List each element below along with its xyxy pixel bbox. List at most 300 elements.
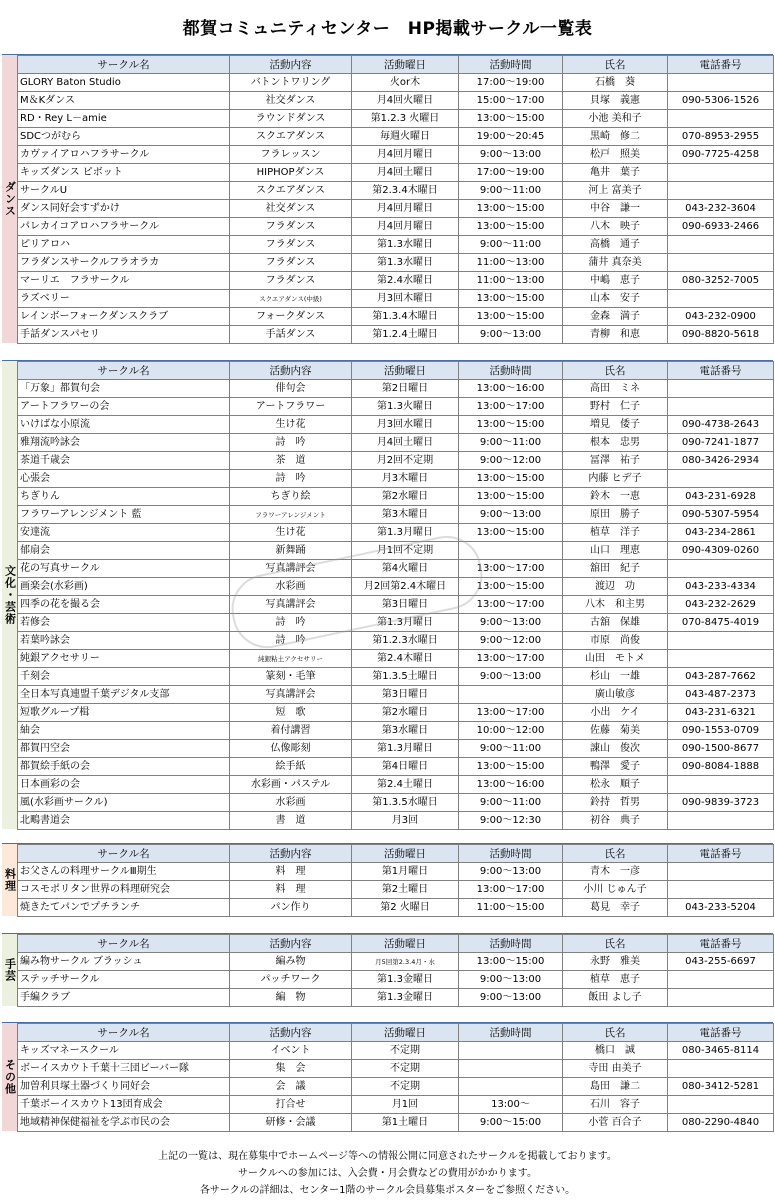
table-row (18, 488, 774, 506)
cell-activity: 俳句会 (230, 380, 352, 398)
header-activity: 活動内容 (230, 935, 352, 953)
cell-activity: 詩 吟 (230, 434, 352, 452)
cell-time (459, 686, 563, 704)
cell-time: 9:00～13:00 (459, 326, 563, 344)
cell-circle-name: 手話ダンスパセリ (18, 326, 230, 344)
cell-day: 月3回木曜日 (352, 290, 459, 308)
cell-day: 第1.3金曜日 (352, 971, 459, 989)
cell-activity: スクエアダンス (230, 128, 352, 146)
cell-contact-name: 野村 仁子 (563, 398, 668, 416)
cell-day: 月4回火曜日 (352, 92, 459, 110)
header-contact-name: 氏名 (563, 935, 668, 953)
cell-phone: 090-5306-1526 (668, 92, 774, 110)
table-row (18, 989, 774, 1007)
cell-contact-name: 八木 映子 (563, 218, 668, 236)
table-row (18, 128, 774, 146)
table-row (18, 416, 774, 434)
cell-activity: 生け花 (230, 524, 352, 542)
cell-contact-name: 亀井 葉子 (563, 164, 668, 182)
cell-circle-name: 地域精神保健福祉を学ぶ市民の会 (18, 1114, 230, 1132)
cell-time: 9:00～13:00 (459, 146, 563, 164)
cell-phone: 080-3412-5281 (668, 1078, 774, 1096)
cell-circle-name: 手編クラブ (18, 989, 230, 1007)
table-row (18, 881, 774, 899)
cell-phone: 043-234-2861 (668, 524, 774, 542)
cell-phone: 043-287-7662 (668, 668, 774, 686)
table-row (18, 863, 774, 881)
cell-circle-name: サークルU (18, 182, 230, 200)
section-other (2, 1022, 773, 1131)
cell-phone: 043-487-2373 (668, 686, 774, 704)
cell-time: 19:00～20:45 (459, 128, 563, 146)
cell-time: 13:00～15:00 (459, 200, 563, 218)
cell-activity: 茶 道 (230, 452, 352, 470)
cell-phone: 090-8084-1888 (668, 758, 774, 776)
table-row (18, 899, 774, 917)
table-row (18, 398, 774, 416)
cell-contact-name: 寺田 由美子 (563, 1060, 668, 1078)
cell-activity: 手話ダンス (230, 326, 352, 344)
cell-circle-name: 若葉吟詠会 (18, 632, 230, 650)
header-contact-name: 氏名 (563, 1024, 668, 1042)
category-text: その他 (3, 1059, 17, 1095)
cell-phone: 090-6933-2466 (668, 218, 774, 236)
header-phone: 電話番号 (668, 935, 774, 953)
cell-contact-name: 舘田 紀子 (563, 560, 668, 578)
cell-activity: 水彩画 (230, 578, 352, 596)
table-row (18, 74, 774, 92)
cell-time: 9:00～13:00 (459, 863, 563, 881)
cell-activity: 社交ダンス (230, 92, 352, 110)
cell-circle-name: SDCつがむら (18, 128, 230, 146)
circle-table (17, 1023, 774, 1132)
cell-day: 不定期 (352, 1042, 459, 1060)
table-row (18, 668, 774, 686)
cell-circle-name: キッズマネースクール (18, 1042, 230, 1060)
cell-circle-name: 心張会 (18, 470, 230, 488)
table-row (18, 434, 774, 452)
cell-activity: 研修・会議 (230, 1114, 352, 1132)
cell-phone: 043-232-2629 (668, 596, 774, 614)
cell-activity: 篆刻・毛筆 (230, 668, 352, 686)
table-row (18, 1096, 774, 1114)
cell-circle-name: 千刻会 (18, 668, 230, 686)
header-phone: 電話番号 (668, 362, 774, 380)
cell-phone: 090-4309-0260 (668, 542, 774, 560)
cell-contact-name: 鈴持 哲男 (563, 794, 668, 812)
cell-circle-name: 風(水彩画サークル) (18, 794, 230, 812)
table-row (18, 740, 774, 758)
cell-time: 17:00～19:00 (459, 74, 563, 92)
cell-activity: ラウンドダンス (230, 110, 352, 128)
cell-phone: 090-8820-5618 (668, 326, 774, 344)
cell-contact-name: 高橋 通子 (563, 236, 668, 254)
cell-contact-name: 石川 容子 (563, 1096, 668, 1114)
cell-activity: 水彩画 (230, 794, 352, 812)
table-row (18, 164, 774, 182)
cell-contact-name: 河上 富美子 (563, 182, 668, 200)
cell-activity: 写真講評会 (230, 686, 352, 704)
table-row (18, 92, 774, 110)
cell-circle-name: 安達流 (18, 524, 230, 542)
cell-contact-name: 小池 美和子 (563, 110, 668, 128)
cell-time (459, 1078, 563, 1096)
cell-activity: パッチワーク (230, 971, 352, 989)
category-label (2, 55, 17, 343)
cell-phone (668, 650, 774, 668)
cell-circle-name: ボーイスカウト千葉十三団ビーバー隊 (18, 1060, 230, 1078)
header-time: 活動時間 (459, 362, 563, 380)
section-cooking (2, 843, 773, 916)
cell-activity: 詩 吟 (230, 470, 352, 488)
cell-circle-name: カヴァイアロハフラサークル (18, 146, 230, 164)
header-activity: 活動内容 (230, 56, 352, 74)
cell-phone (668, 236, 774, 254)
cell-contact-name: 市原 尚俊 (563, 632, 668, 650)
cell-circle-name: 全日本写真連盟千葉デジタル支部 (18, 686, 230, 704)
cell-phone (668, 182, 774, 200)
header-activity: 活動内容 (230, 362, 352, 380)
cell-circle-name: お父さんの料理サークルⅢ期生 (18, 863, 230, 881)
cell-activity: 短 歌 (230, 704, 352, 722)
cell-time: 9:00～13:00 (459, 614, 563, 632)
table-row (18, 218, 774, 236)
cell-activity: ちぎり絵 (230, 488, 352, 506)
cell-phone (668, 290, 774, 308)
cell-day: 月1回 (352, 1096, 459, 1114)
cell-time: 11:00～13:00 (459, 254, 563, 272)
footer-line: サークルへの参加には、入会費・月会費などの費用がかかります。 (238, 1168, 537, 1179)
cell-contact-name: 佐藤 菊美 (563, 722, 668, 740)
cell-contact-name: 原田 勝子 (563, 506, 668, 524)
cell-phone: 043-232-3604 (668, 200, 774, 218)
cell-activity: イベント (230, 1042, 352, 1060)
cell-contact-name: 橋口 誠 (563, 1042, 668, 1060)
table-row (18, 1060, 774, 1078)
cell-time (459, 1060, 563, 1078)
cell-activity: フラワーアレンジメント (230, 506, 352, 524)
cell-activity: 水彩画・パステル (230, 776, 352, 794)
cell-phone: 070-8953-2955 (668, 128, 774, 146)
cell-circle-name: いけばな小原流 (18, 416, 230, 434)
cell-circle-name: 日本画彩の会 (18, 776, 230, 794)
cell-circle-name: アートフラワーの会 (18, 398, 230, 416)
cell-time: 11:00～13:00 (459, 272, 563, 290)
cell-contact-name: 植草 恵子 (563, 971, 668, 989)
cell-day: 月3回水曜日 (352, 416, 459, 434)
cell-day: 第3日曜日 (352, 596, 459, 614)
cell-circle-name: 画楽会(水彩画) (18, 578, 230, 596)
cell-contact-name: 金森 満子 (563, 308, 668, 326)
cell-circle-name: 「万象」都賀句会 (18, 380, 230, 398)
cell-circle-name: レインボーフォークダンスクラブ (18, 308, 230, 326)
cell-contact-name: 根本 忠男 (563, 434, 668, 452)
cell-phone: 090-7241-1877 (668, 434, 774, 452)
cell-day: 不定期 (352, 1060, 459, 1078)
page-title: 都賀コミュニティセンター HP掲載サークル一覧表 (182, 19, 593, 39)
cell-activity: フラダンス (230, 218, 352, 236)
cell-contact-name: 鈴木 一恵 (563, 488, 668, 506)
table-row (18, 758, 774, 776)
header-contact-name: 氏名 (563, 362, 668, 380)
cell-circle-name: ラズベリー (18, 290, 230, 308)
cell-activity: 写真講評会 (230, 560, 352, 578)
cell-day: 第2日曜日 (352, 380, 459, 398)
header-day: 活動曜日 (352, 1024, 459, 1042)
cell-time: 15:00～17:00 (459, 92, 563, 110)
cell-contact-name: 小川 じゅん子 (563, 881, 668, 899)
cell-time: 9:00～12:30 (459, 812, 563, 830)
cell-contact-name: 貝塚 義憲 (563, 92, 668, 110)
cell-contact-name: 飯田 よし子 (563, 989, 668, 1007)
cell-time: 13:00～17:00 (459, 704, 563, 722)
cell-phone: 090-7725-4258 (668, 146, 774, 164)
cell-contact-name: 山田 モトメ (563, 650, 668, 668)
cell-activity: 編 物 (230, 989, 352, 1007)
cell-time: 13:00～17:00 (459, 881, 563, 899)
table-row (18, 290, 774, 308)
cell-day: 第2土曜日 (352, 881, 459, 899)
cell-activity: フラダンス (230, 272, 352, 290)
cell-day: 第1.3.5水曜日 (352, 794, 459, 812)
cell-circle-name: 都賀絵手紙の会 (18, 758, 230, 776)
cell-contact-name: 増見 倭子 (563, 416, 668, 434)
cell-phone (668, 254, 774, 272)
cell-activity: フォークダンス (230, 308, 352, 326)
cell-day: 月1回不定期 (352, 542, 459, 560)
header-day: 活動曜日 (352, 56, 459, 74)
header-day: 活動曜日 (352, 362, 459, 380)
cell-time: 13:00～15:00 (459, 488, 563, 506)
header-day: 活動曜日 (352, 845, 459, 863)
cell-time: 13:00～15:00 (459, 416, 563, 434)
table-row (18, 1078, 774, 1096)
cell-activity: スクエアダンス(中級) (230, 290, 352, 308)
cell-time: 13:00～15:00 (459, 218, 563, 236)
cell-day: 第3木曜日 (352, 506, 459, 524)
cell-phone (668, 164, 774, 182)
category-label (2, 361, 17, 829)
cell-contact-name: 初谷 典子 (563, 812, 668, 830)
cell-circle-name: GLORY Baton Studio (18, 74, 230, 92)
cell-activity: パン作り (230, 899, 352, 917)
table-row (18, 272, 774, 290)
table-header-row (18, 1024, 774, 1042)
table-row (18, 200, 774, 218)
cell-phone: 090-9839-3723 (668, 794, 774, 812)
cell-contact-name: 島田 謙二 (563, 1078, 668, 1096)
table-row (18, 812, 774, 830)
cell-phone (668, 632, 774, 650)
cell-time: 13:00～17:00 (459, 650, 563, 668)
cell-day: 第1.3月曜日 (352, 524, 459, 542)
cell-circle-name: M＆Kダンス (18, 92, 230, 110)
header-time: 活動時間 (459, 1024, 563, 1042)
cell-phone: 043-231-6321 (668, 704, 774, 722)
cell-time: 9:00～12:00 (459, 632, 563, 650)
cell-activity: 料 理 (230, 863, 352, 881)
cell-time: 9:00～12:00 (459, 452, 563, 470)
cell-contact-name: 山口 理恵 (563, 542, 668, 560)
cell-phone: 043-231-6928 (668, 488, 774, 506)
table-row (18, 326, 774, 344)
cell-contact-name: 諌山 俊次 (563, 740, 668, 758)
cell-day: 第1.3.5土曜日 (352, 668, 459, 686)
cell-time: 13:00～17:00 (459, 596, 563, 614)
cell-activity: フラレッスン (230, 146, 352, 164)
cell-contact-name: 内藤 ヒデ子 (563, 470, 668, 488)
cell-circle-name: コスモポリタン世界の料理研究会 (18, 881, 230, 899)
cell-contact-name: 青木 一彦 (563, 863, 668, 881)
cell-contact-name: 松戸 照美 (563, 146, 668, 164)
cell-day: 月3木曜日 (352, 470, 459, 488)
cell-contact-name: 八木 和主男 (563, 596, 668, 614)
cell-time: 9:00～11:00 (459, 236, 563, 254)
category-text: 文化・芸術 (3, 565, 17, 625)
table-row (18, 308, 774, 326)
cell-circle-name: ダンス同好会すずかけ (18, 200, 230, 218)
cell-activity: HIPHOPダンス (230, 164, 352, 182)
cell-circle-name: 千葉ボーイスカウト13団育成会 (18, 1096, 230, 1114)
cell-circle-name: 四季の花を撮る会 (18, 596, 230, 614)
table-row (18, 650, 774, 668)
cell-time: 9:00～11:00 (459, 794, 563, 812)
cell-phone: 070-8475-4019 (668, 614, 774, 632)
table-row (18, 776, 774, 794)
cell-time: 13:00～15:00 (459, 290, 563, 308)
cell-day: 第1.3火曜日 (352, 398, 459, 416)
table-row (18, 146, 774, 164)
cell-day: 月5回第2.3.4月・水 (352, 953, 459, 971)
cell-time: 13:00～17:00 (459, 398, 563, 416)
cell-phone: 090-1553-0709 (668, 722, 774, 740)
header-circle-name: サークル名 (18, 1024, 230, 1042)
header-circle-name: サークル名 (18, 935, 230, 953)
table-row (18, 254, 774, 272)
table-row (18, 182, 774, 200)
cell-time: 9:00～13:00 (459, 506, 563, 524)
cell-time: 13:00～16:00 (459, 380, 563, 398)
cell-contact-name: 黒崎 修二 (563, 128, 668, 146)
cell-phone: 043-232-0900 (668, 308, 774, 326)
header-circle-name: サークル名 (18, 845, 230, 863)
cell-time: 11:00～15:00 (459, 899, 563, 917)
header-time: 活動時間 (459, 935, 563, 953)
cell-phone: 043-233-4334 (668, 578, 774, 596)
cell-phone: 080-2290-4840 (668, 1114, 774, 1132)
cell-phone (668, 776, 774, 794)
cell-day: 第4日曜日 (352, 758, 459, 776)
cell-phone: 043-255-6697 (668, 953, 774, 971)
cell-activity: フラダンス (230, 236, 352, 254)
cell-contact-name: 冨澤 祐子 (563, 452, 668, 470)
header-phone: 電話番号 (668, 845, 774, 863)
cell-contact-name: 中嶋 恵子 (563, 272, 668, 290)
cell-phone (668, 971, 774, 989)
cell-day: 第2水曜日 (352, 704, 459, 722)
cell-time (459, 1042, 563, 1060)
cell-phone (668, 863, 774, 881)
cell-circle-name: 花の写真サークル (18, 560, 230, 578)
cell-circle-name: ピリアロハ (18, 236, 230, 254)
cell-day: 第4火曜日 (352, 560, 459, 578)
cell-phone (668, 380, 774, 398)
cell-activity: 編み物 (230, 953, 352, 971)
cell-day: 第2水曜日 (352, 488, 459, 506)
cell-contact-name: 葛見 幸子 (563, 899, 668, 917)
category-text: 手芸 (3, 958, 17, 982)
cell-activity: 打合せ (230, 1096, 352, 1114)
category-label (2, 1023, 17, 1131)
cell-day: 不定期 (352, 1078, 459, 1096)
cell-day: 第2.4木曜日 (352, 650, 459, 668)
cell-circle-name: フラワーアレンジメント 藍 (18, 506, 230, 524)
cell-contact-name: 山本 安子 (563, 290, 668, 308)
cell-time: 9:00～13:00 (459, 989, 563, 1007)
cell-day: 第2.4水曜日 (352, 272, 459, 290)
cell-activity: フラダンス (230, 254, 352, 272)
cell-time: 9:00～13:00 (459, 668, 563, 686)
cell-time: 13:00～ (459, 1096, 563, 1114)
header-contact-name: 氏名 (563, 56, 668, 74)
cell-activity: バトントワリング (230, 74, 352, 92)
cell-phone (668, 398, 774, 416)
table-row (18, 452, 774, 470)
cell-day: 月2回第2.4木曜日 (352, 578, 459, 596)
cell-circle-name: マーリエ フラサークル (18, 272, 230, 290)
cell-circle-name: キッズダンス ピボット (18, 164, 230, 182)
table-row (18, 794, 774, 812)
header-activity: 活動内容 (230, 1024, 352, 1042)
cell-circle-name: ちぎりん (18, 488, 230, 506)
cell-day: 第3日曜日 (352, 686, 459, 704)
cell-day: 第2.3.4木曜日 (352, 182, 459, 200)
cell-circle-name: 焼きたてパンでプチランチ (18, 899, 230, 917)
cell-phone (668, 812, 774, 830)
cell-activity: 詩 吟 (230, 614, 352, 632)
header-time: 活動時間 (459, 56, 563, 74)
table-header-row (18, 845, 774, 863)
cell-phone (668, 1060, 774, 1078)
cell-circle-name: 雅翔流吟詠会 (18, 434, 230, 452)
header-day: 活動曜日 (352, 935, 459, 953)
table-row (18, 1042, 774, 1060)
table-header-row (18, 56, 774, 74)
table-row (18, 953, 774, 971)
cell-phone (668, 881, 774, 899)
cell-phone (668, 1096, 774, 1114)
table-row (18, 524, 774, 542)
category-text: ダンス (3, 181, 17, 217)
cell-day: 毎週火曜日 (352, 128, 459, 146)
table-header-row (18, 935, 774, 953)
cell-day: 第1土曜日 (352, 1114, 459, 1132)
cell-day: 月4回月曜日 (352, 200, 459, 218)
cell-contact-name: 渡辺 功 (563, 578, 668, 596)
cell-activity: 社交ダンス (230, 200, 352, 218)
cell-contact-name: 中谷 謙一 (563, 200, 668, 218)
table-row (18, 704, 774, 722)
cell-circle-name: 北鴫書道会 (18, 812, 230, 830)
cell-contact-name: 石橋 葵 (563, 74, 668, 92)
cell-circle-name: 加曽利貝塚土器づくり同好会 (18, 1078, 230, 1096)
circle-table (17, 844, 774, 917)
category-text: 料理 (3, 868, 17, 892)
cell-phone: 080-3252-7005 (668, 272, 774, 290)
cell-phone: 080-3465-8114 (668, 1042, 774, 1060)
header-circle-name: サークル名 (18, 362, 230, 380)
cell-contact-name: 廣山敏彦 (563, 686, 668, 704)
